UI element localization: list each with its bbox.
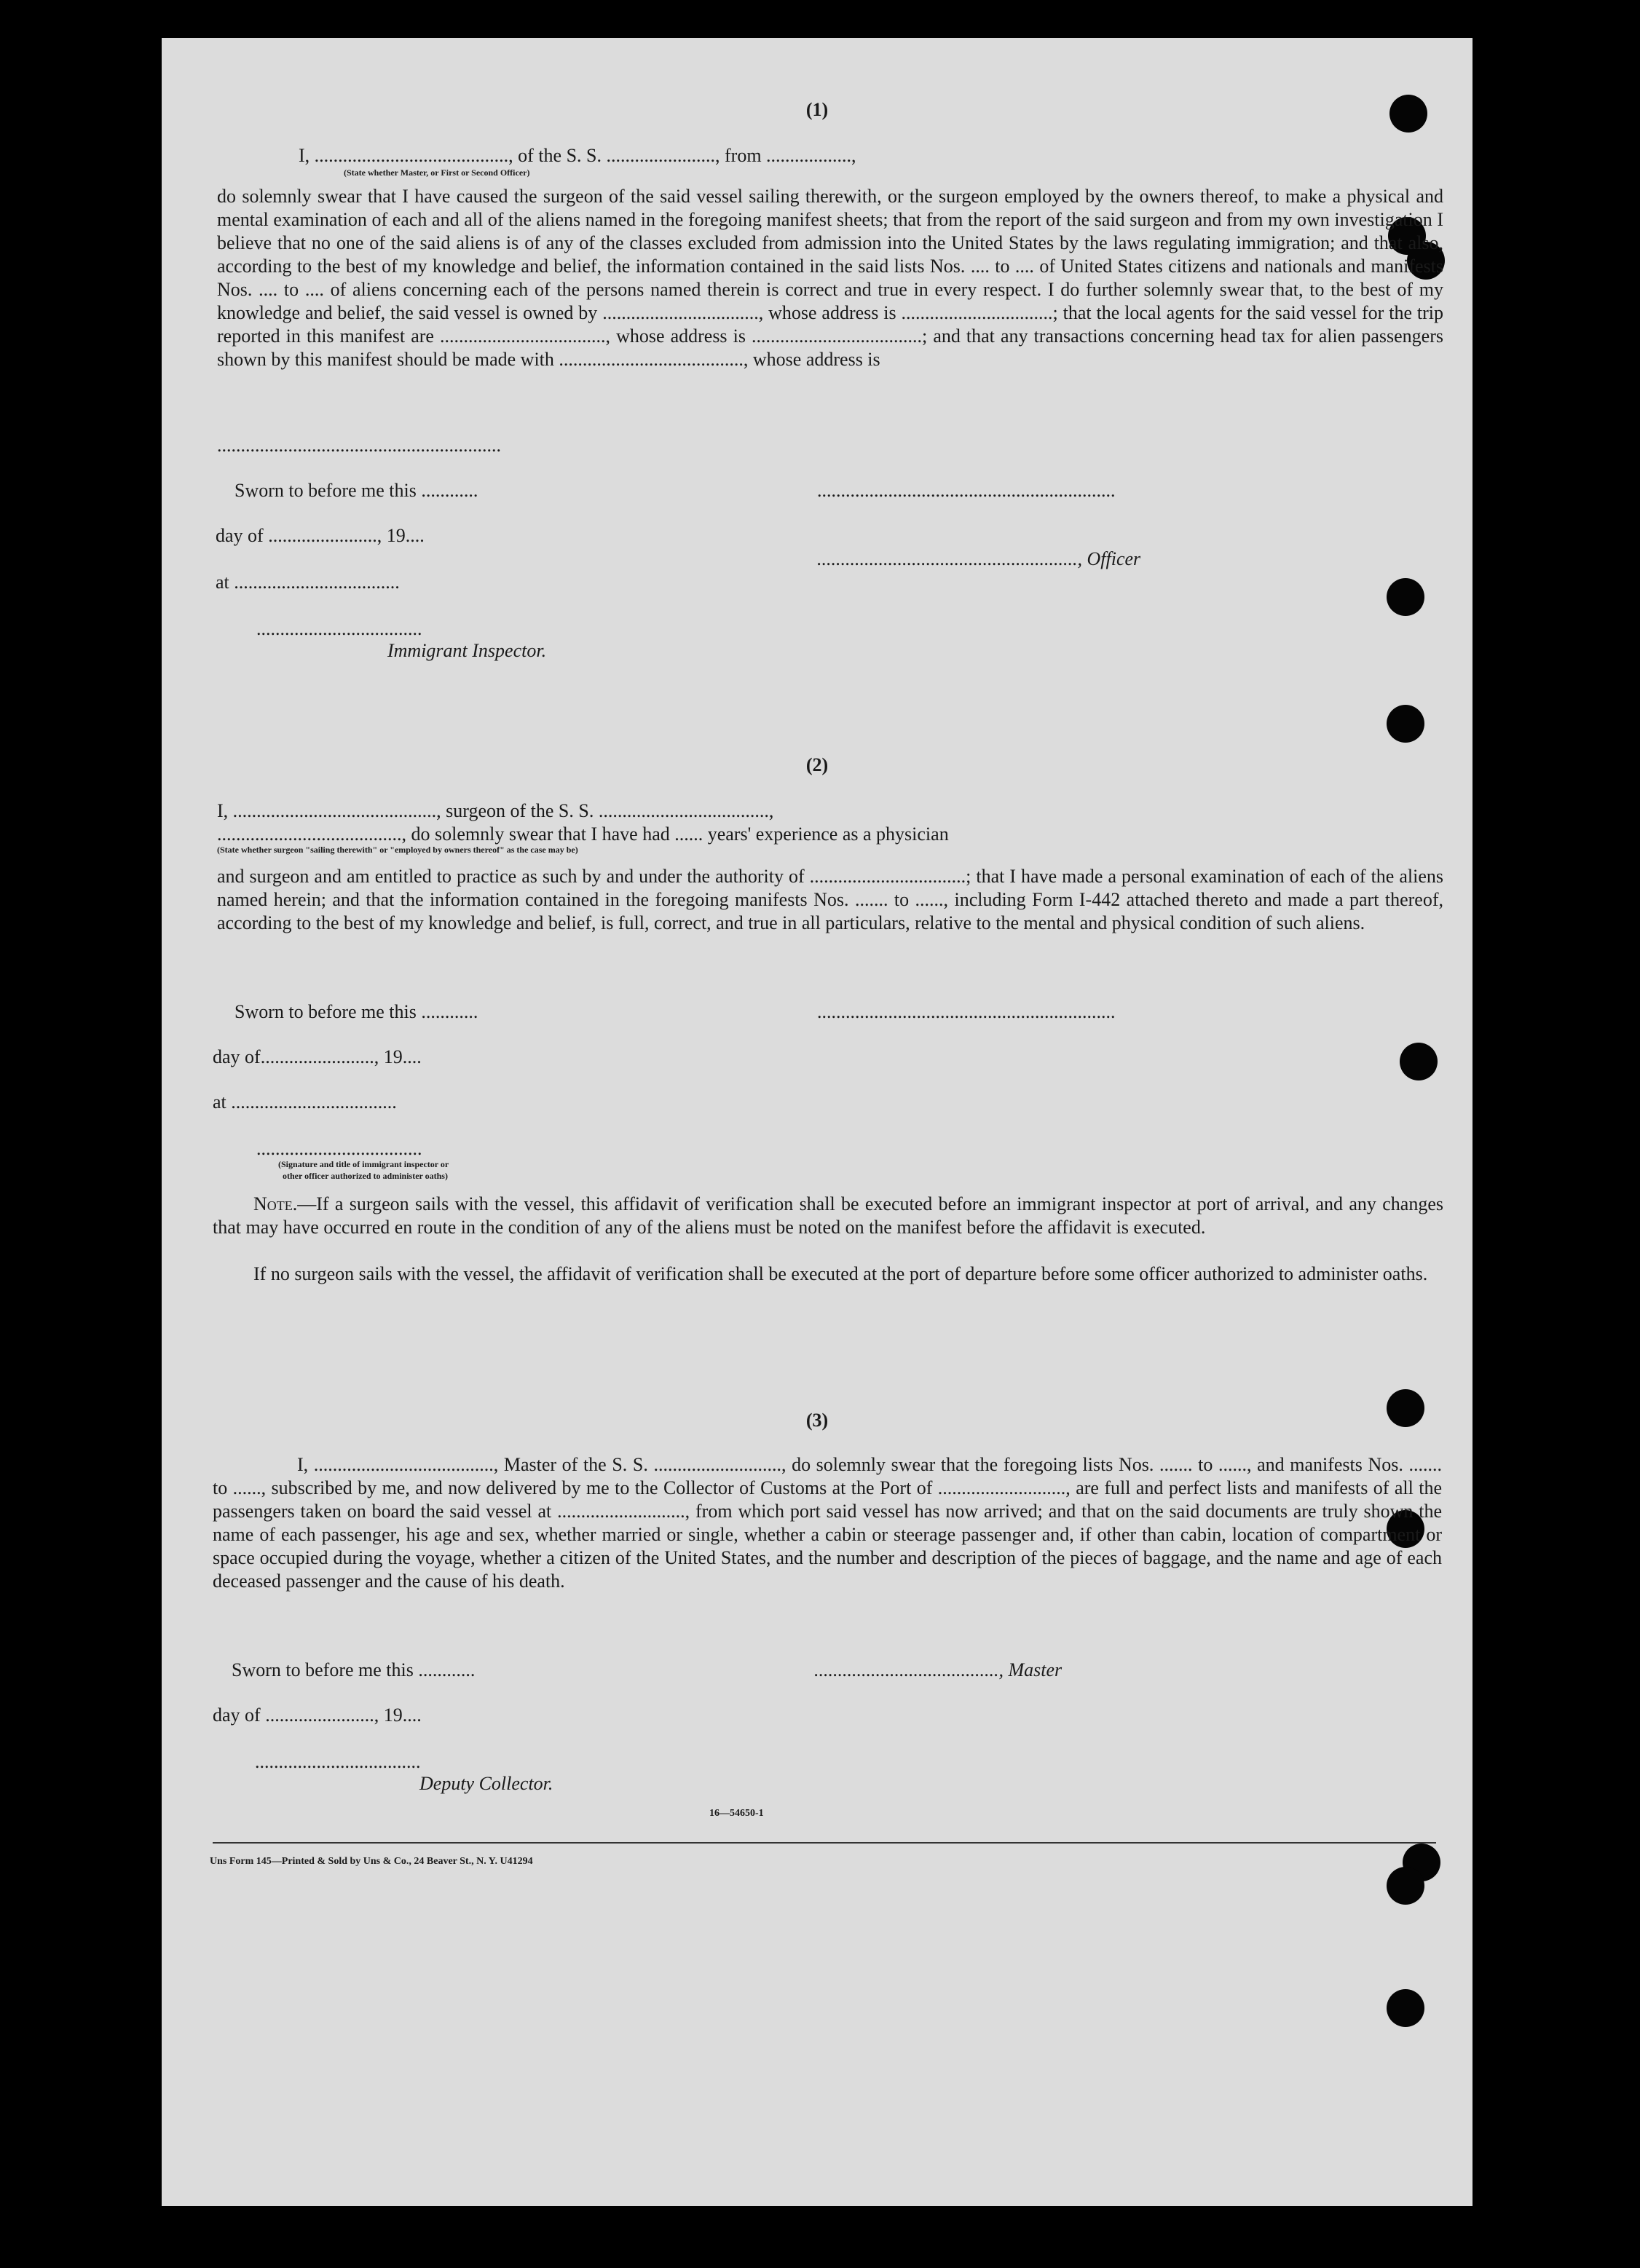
section-1-at: at ................................... — [216, 572, 400, 593]
section-2-signature-caption-2: other officer authorized to administer oaths) — [283, 1171, 448, 1181]
section-2-line-1: I, ..........................................., surgeon of the S. S. ...................................., — [217, 800, 774, 821]
note-text: —If a surgeon sails with the vessel, this affidavit of verification shall be executed before an immigrant inspector at port of arrival, and any changes that may have occurred en route in the condition of any of the aliens must be noted on the manifest before the affidavit is executed. — [213, 1193, 1443, 1238]
section-2-signature-line: ............................................................... — [817, 1001, 1116, 1022]
section-1-oath-line: I, ........................................., of the S. S. ......................., from .................., — [299, 145, 856, 166]
section-3-master: ......................................., Master — [814, 1659, 1063, 1680]
section-2-signature-caption-1: (Signature and title of immigrant inspector or — [278, 1159, 449, 1169]
section-2-note-2: If no surgeon sails with the vessel, the affidavit of verification shall be executed at the port of departure before some officer authorized to administer oaths. — [253, 1263, 1428, 1284]
punch-hole-6 — [1400, 1043, 1438, 1080]
section-3-heading: (3) — [805, 1410, 829, 1431]
section-3-sworn: Sworn to before me this ............ — [232, 1659, 476, 1680]
section-1-day-of: day of ......................., 19.... — [216, 525, 425, 546]
section-2-heading: (2) — [805, 754, 829, 775]
section-1-continuation: ............................................................ — [217, 435, 501, 456]
section-2-signature-dots: ................................... — [256, 1138, 422, 1159]
section-1-body: do solemnly swear that I have caused the surgeon of the said vessel sailing therewith, or the surgeon employed by the owners thereof, to make a physical and mental examination of each and all of the aliens named in the foregoing manifest sheets; that from the report of the said surgeon and from my own investigation I believe that no one of the said aliens is of any of the classes excluded from admission into the United States by the laws regulating immigration; and that also, according to the best of my knowledge and belief, the information contained in the said lists Nos. .... to .... of United States citizens and nationals and manifests Nos. .... to .... of aliens concerning each of the persons named therein is correct and true in every respect. I do further solemnly swear that, to the best of my knowledge and belief, the said vessel is owned by ................................., whose address is ................................; that the local agents for the said vessel for the trip reported in this manifest are ..................................., whose address is ....................................; and that any transactions concerning head tax for alien passengers shown by this manifest should be made with ......................................., whose address is — [217, 186, 1443, 370]
section-1-officer-note: (State whether Master, or First or Second Officer) — [344, 167, 530, 178]
section-2-body: and surgeon and am entitled to practice as such by and under the authority of .................................; that I have made a personal examination of each of the aliens named herein; and that the information contained in the foregoing manifests Nos. ....... to ......, including Form I-442 attached thereto and made a part thereof, according to the best of my knowledge and belief, is full, correct, and true in all particulars, relative to the mental and physical condition of such aliens. — [217, 866, 1443, 933]
form-page — [162, 38, 1473, 2206]
form-number: 16—54650-1 — [709, 1808, 764, 1819]
printer-line: Uns Form 145—Printed & Sold by Uns & Co., 24 Beaver St., N. Y. U41294 — [210, 1856, 533, 1867]
note-label: Note. — [253, 1193, 298, 1214]
section-3-body: I, ......................................, Master of the S. S. ..........................., do solemnly swear that the foregoing lists Nos. ....... to ......, and manifests Nos. ....... to ......, subscribed by me, and now delivered by me to the Collector of Customs at the Port of ..........................., are full and perfect lists and manifests of all the passengers taken on board the said vessel at ..........................., from which port said vessel has now arrived; and that on the said documents are truly shown the name of each passenger, his age and sex, whether married or single, whether a cabin or steerage passenger and, if other than cabin, location of compartment or space occupied during the voyage, whether a citizen of the United States, and the number and description of the pieces of baggage, and the name and age of each deceased passenger and the cause of his death. — [213, 1454, 1442, 1592]
section-1-inspector-title: Immigrant Inspector. — [387, 640, 547, 661]
punch-hole-10 — [1387, 1867, 1424, 1905]
section-2-sworn: Sworn to before me this ............ — [234, 1001, 478, 1022]
section-2-day-of: day of........................, 19.... — [213, 1046, 422, 1067]
section-2-line-2: ......................................., do solemnly swear that I have had ...... years' experience as a physician — [217, 823, 949, 845]
section-2-at: at ................................... — [213, 1091, 397, 1113]
punch-hole-5 — [1387, 705, 1424, 743]
section-1-sworn: Sworn to before me this ............ — [234, 480, 478, 501]
section-1-officer: ......................................................., Officer — [817, 548, 1141, 569]
section-2-surgeon-note: (State whether surgeon "sailing therewith" or "employed by owners thereof" as the case may be) — [217, 845, 578, 855]
section-3-day-of: day of ......................., 19.... — [213, 1704, 422, 1726]
section-1-heading: (1) — [805, 99, 829, 120]
section-3-collector-line: ................................... — [255, 1751, 421, 1772]
section-1-signature-line: ............................................................... — [817, 480, 1116, 501]
section-2-note — [213, 1193, 1443, 1239]
punch-hole-4 — [1387, 578, 1424, 616]
punch-hole-11 — [1387, 1989, 1424, 2027]
footer-rule — [213, 1842, 1436, 1844]
section-1-inspector-line: ................................... — [256, 618, 422, 639]
section-3-collector-title: Deputy Collector. — [419, 1773, 553, 1794]
